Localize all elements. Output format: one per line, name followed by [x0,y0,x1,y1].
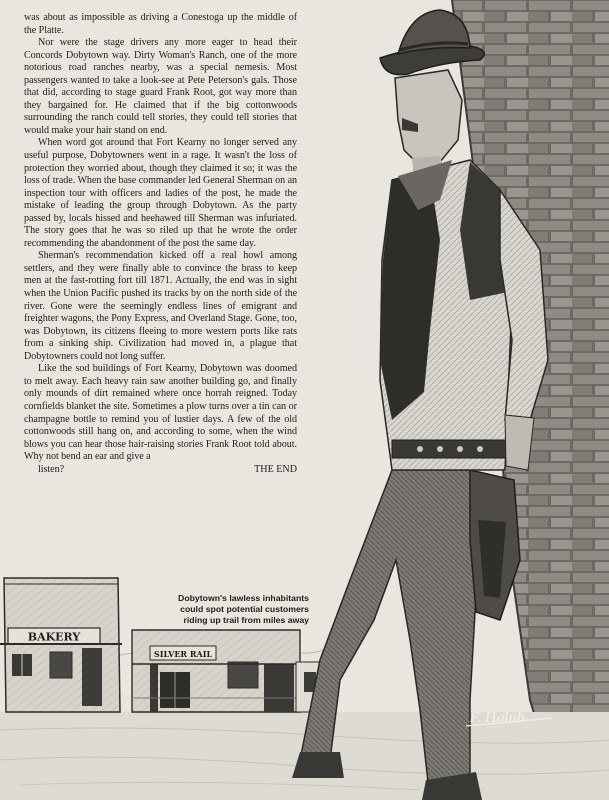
bakery-sign-text: BAKERY [27,630,81,644]
saloon-building [132,630,300,712]
svg-text:F. Holub: F. Holub [470,711,526,726]
article-paragraph: Sherman's recommendation kicked off a real howl among settlers, and they were finally able to convince the brass to keep men at the fast-rotting fort till 1871. Actually, the end was in sight when the Union Pacific pushed its tracks by on the north side of the river. Gone were the seemingly endless lines of emigrant and freighter wagons, the Pony Express, and Overland Stage. Gone, too, was Dobytown, its citizens fleeing to more western ports like rats from a sinking ship. Civilization had moved in, a plague that Dobytowners could not long suffer. [24,250,297,362]
illustration-caption [164,593,309,626]
article-paragraph: Like the sod buildings of Fort Kearny, Dobytown was doomed to melt away. Each heavy rain saw another building go, and finally only mounds of dirt remained where once horrah reigned. Today cornfields blanket the site. Sometimes a plow turns over a tin can or champagne bottle to remind you of lustier days. A few of the old cottonwoods still hang on, and according to some, when the wind blows you can hear those hair-raising stories Frank Root told about. Why not bend an ear and give a [24,363,297,463]
caption-line: riding up trail from miles away [183,615,309,625]
the-end-mark: THE END [254,463,297,475]
bakery-building [0,578,122,712]
saloon-sign-text: SILVER RAIL [153,649,213,659]
article-paragraph: Nor were the stage drivers any more eager to head their Concords Dobytown way. Dirty Woman's Ranch, one of the more notorious road ranches nearby, was a special nemesis. Most passengers wanted to take a look-see at Pete Peterson's gals. Those that did, according to stage guard Frank Root, got way more than they bargained for. He claimed that if the big cottonwoods surrounding the ranch could tell stories, they could tell stories that would make your hair stand on end. [24,37,297,136]
article-column [24,12,297,476]
article-paragraph: When word got around that Fort Kearny no longer served any useful purpose, Dobytowners went in a rage. It wasn't the loss of protection they worried about, though they claimed it so; it was the loss of trade. When the base commander led General Sherman on an inspection tour with officers and ladies of the post, he made the mistake of leading the group through Dobytown. As the party passed by, locals hissed and heehawed till Sherman was infuriated. The story goes that he was so riled up that he wrote the order recommending the abandonment of the post the same day. [24,137,297,249]
caption-line: could spot potential customers [180,604,309,614]
article-last-word: listen? [38,463,64,475]
caption-line: Dobytown's lawless inhabitants [178,593,309,603]
article-paragraph: was about as impossible as driving a Conestoga up the middle of the Platte. [24,12,297,36]
article-closing-line [24,464,297,477]
